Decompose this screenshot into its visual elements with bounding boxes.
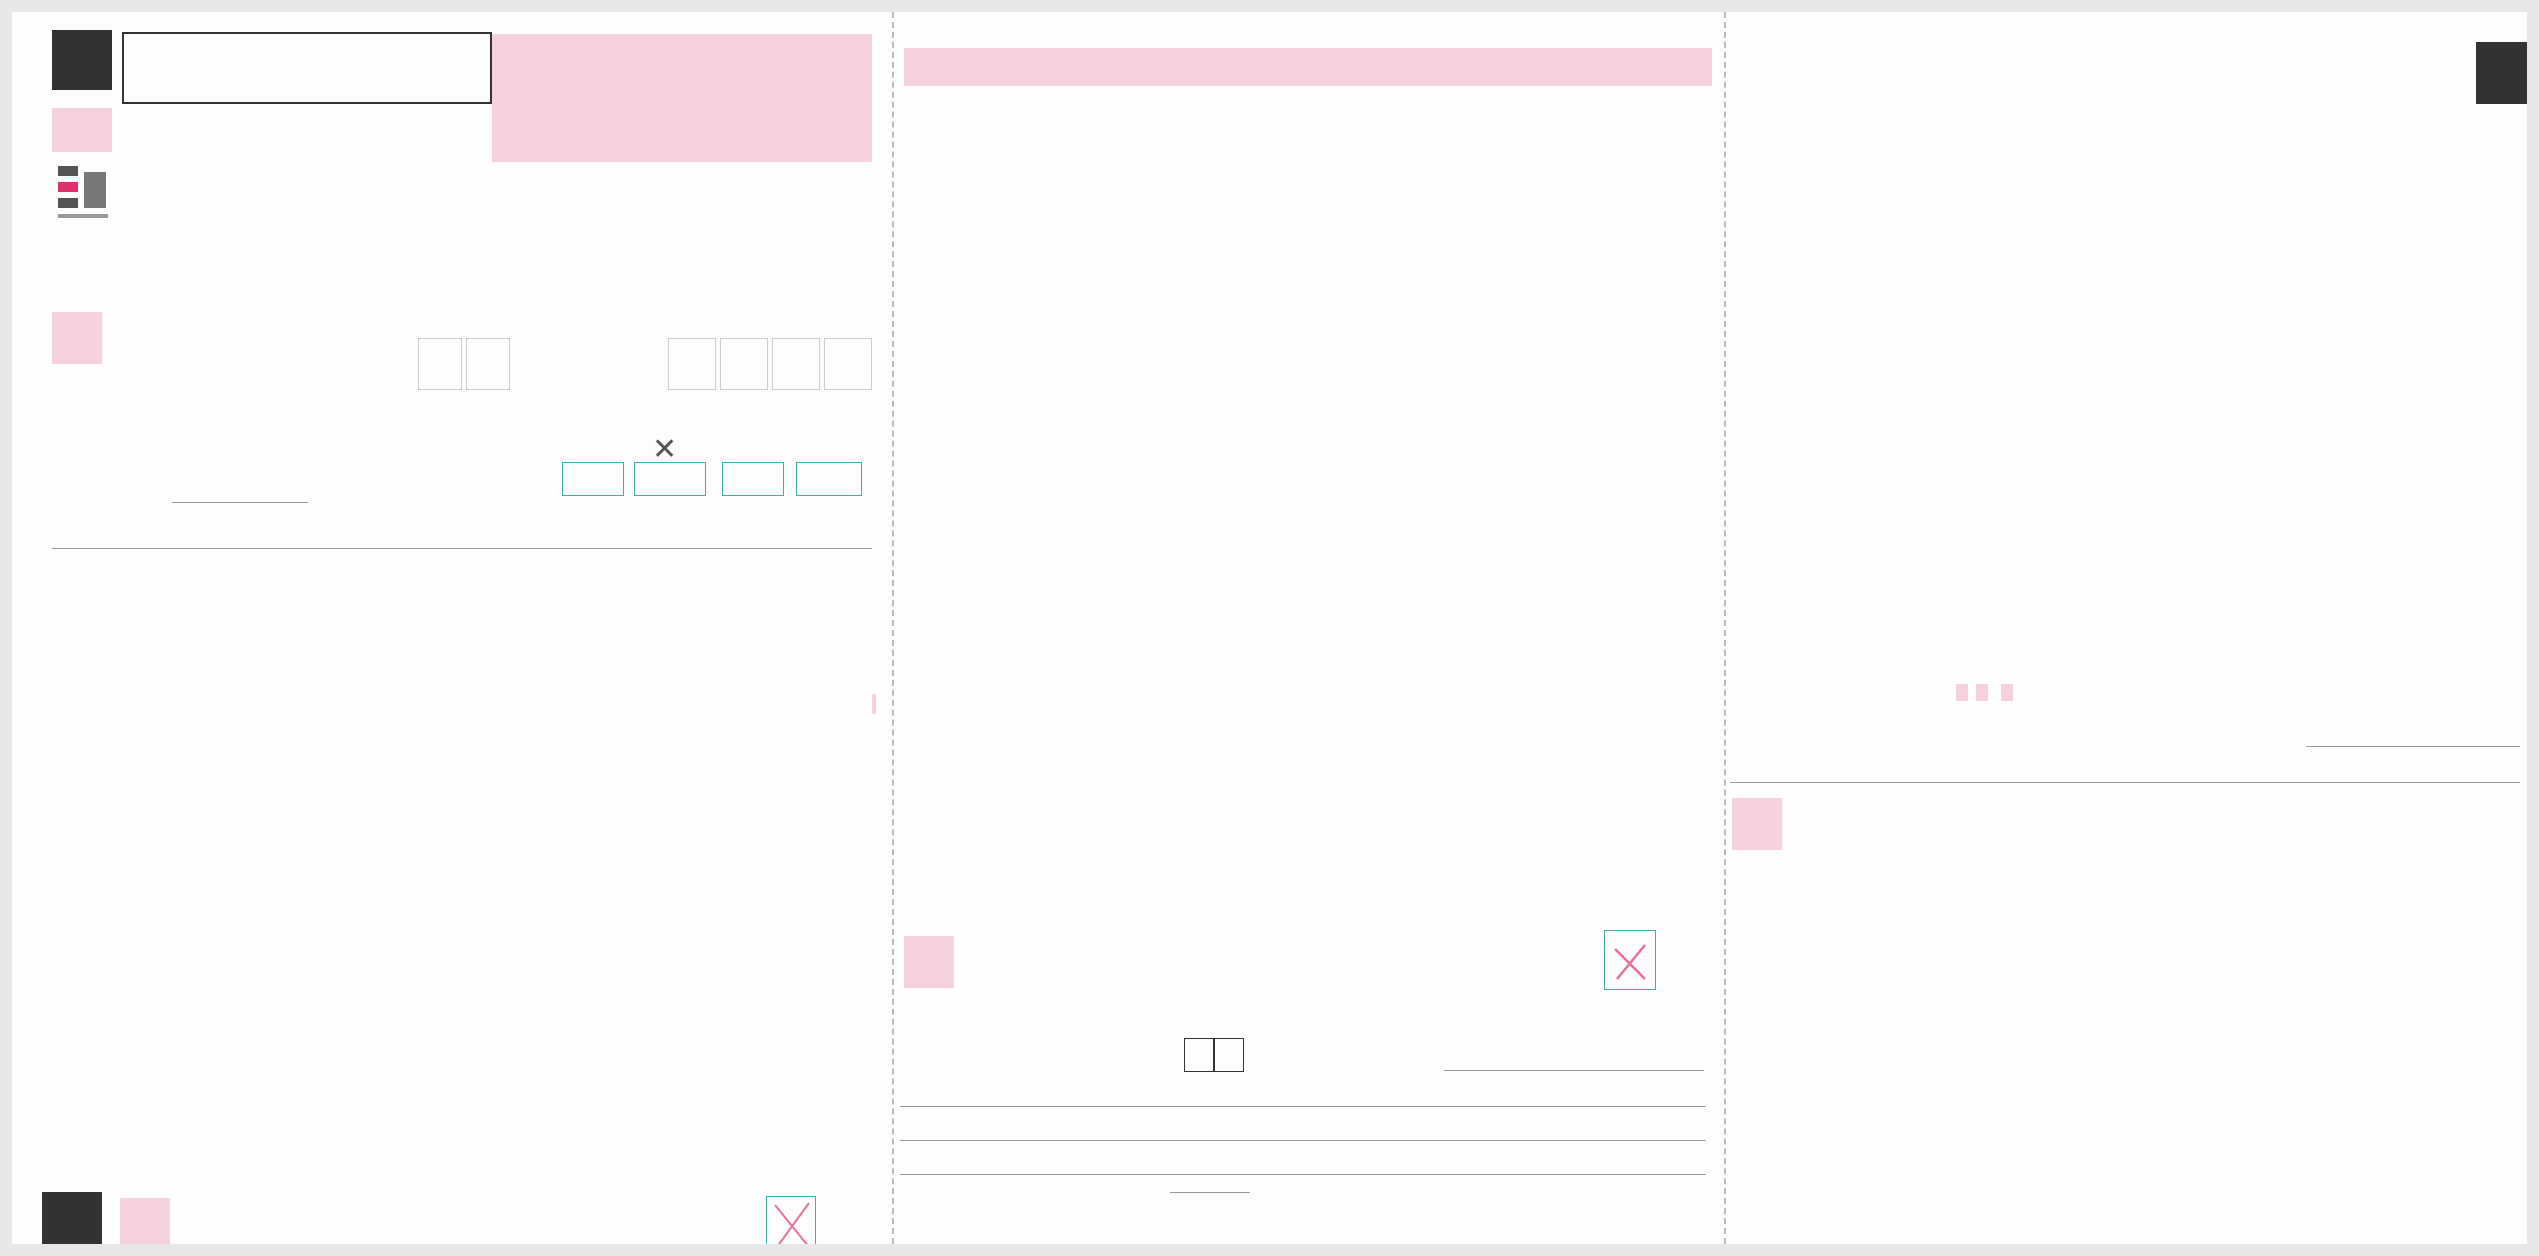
seccion-digits bbox=[668, 338, 876, 395]
coaliciones-side-label bbox=[872, 694, 876, 714]
tipo-basica-box[interactable] bbox=[562, 462, 624, 496]
section-7-tag bbox=[120, 1198, 170, 1244]
section-10-si-box[interactable] bbox=[1184, 1038, 1214, 1072]
section-1-tag bbox=[52, 312, 102, 364]
legend-2-num bbox=[1976, 684, 1988, 701]
seccion-digit bbox=[772, 338, 820, 390]
hojas-value bbox=[1170, 1192, 1250, 1193]
describa-line bbox=[900, 1174, 1706, 1175]
folio-box bbox=[122, 32, 492, 104]
distrito-digit bbox=[466, 338, 510, 390]
section-9-tag bbox=[904, 936, 954, 988]
iee-logo bbox=[54, 162, 114, 226]
section-12-tag bbox=[1732, 798, 1782, 850]
section-7-block-icon bbox=[42, 1192, 102, 1244]
describa-line bbox=[900, 1140, 1706, 1141]
contigua-check-icon: ✕ bbox=[652, 433, 678, 466]
protesta-line bbox=[1730, 782, 2520, 783]
distrito-digits bbox=[418, 338, 514, 395]
tipo-contigua-box[interactable] bbox=[634, 462, 706, 496]
protesta-line bbox=[2306, 746, 2520, 747]
x-mark-icon bbox=[1605, 931, 1657, 991]
domicilio-value bbox=[52, 548, 872, 549]
legend bbox=[1956, 684, 2013, 701]
seccion-digit bbox=[720, 338, 768, 390]
acta-document bbox=[12, 12, 2527, 1244]
corner-block bbox=[2476, 42, 2527, 104]
serie-block bbox=[52, 30, 112, 90]
tipo-extra-box[interactable] bbox=[722, 462, 784, 496]
siendo-time bbox=[172, 502, 308, 503]
section-8-header bbox=[904, 48, 1712, 86]
column-left bbox=[12, 12, 887, 1244]
describa-line bbox=[900, 1106, 1706, 1107]
distrito-digit bbox=[418, 338, 462, 390]
section-10-no-box[interactable] bbox=[1214, 1038, 1244, 1072]
column-right bbox=[1724, 12, 2527, 1244]
legend-1-num bbox=[1956, 684, 1968, 701]
serie-value bbox=[52, 108, 112, 152]
seccion-digit bbox=[824, 338, 872, 390]
column-middle bbox=[892, 12, 1722, 1244]
legend-3-num bbox=[2001, 684, 2013, 701]
section-9-si-box[interactable] bbox=[1604, 930, 1656, 990]
title-block bbox=[492, 34, 872, 162]
x-mark-icon bbox=[767, 1197, 817, 1244]
tipo-extra-contigua-box[interactable] bbox=[796, 462, 862, 496]
seccion-digit bbox=[668, 338, 716, 390]
iee-logo-icon bbox=[54, 162, 114, 226]
describa-line bbox=[1444, 1070, 1704, 1071]
section-7-si-box[interactable] bbox=[766, 1196, 816, 1244]
